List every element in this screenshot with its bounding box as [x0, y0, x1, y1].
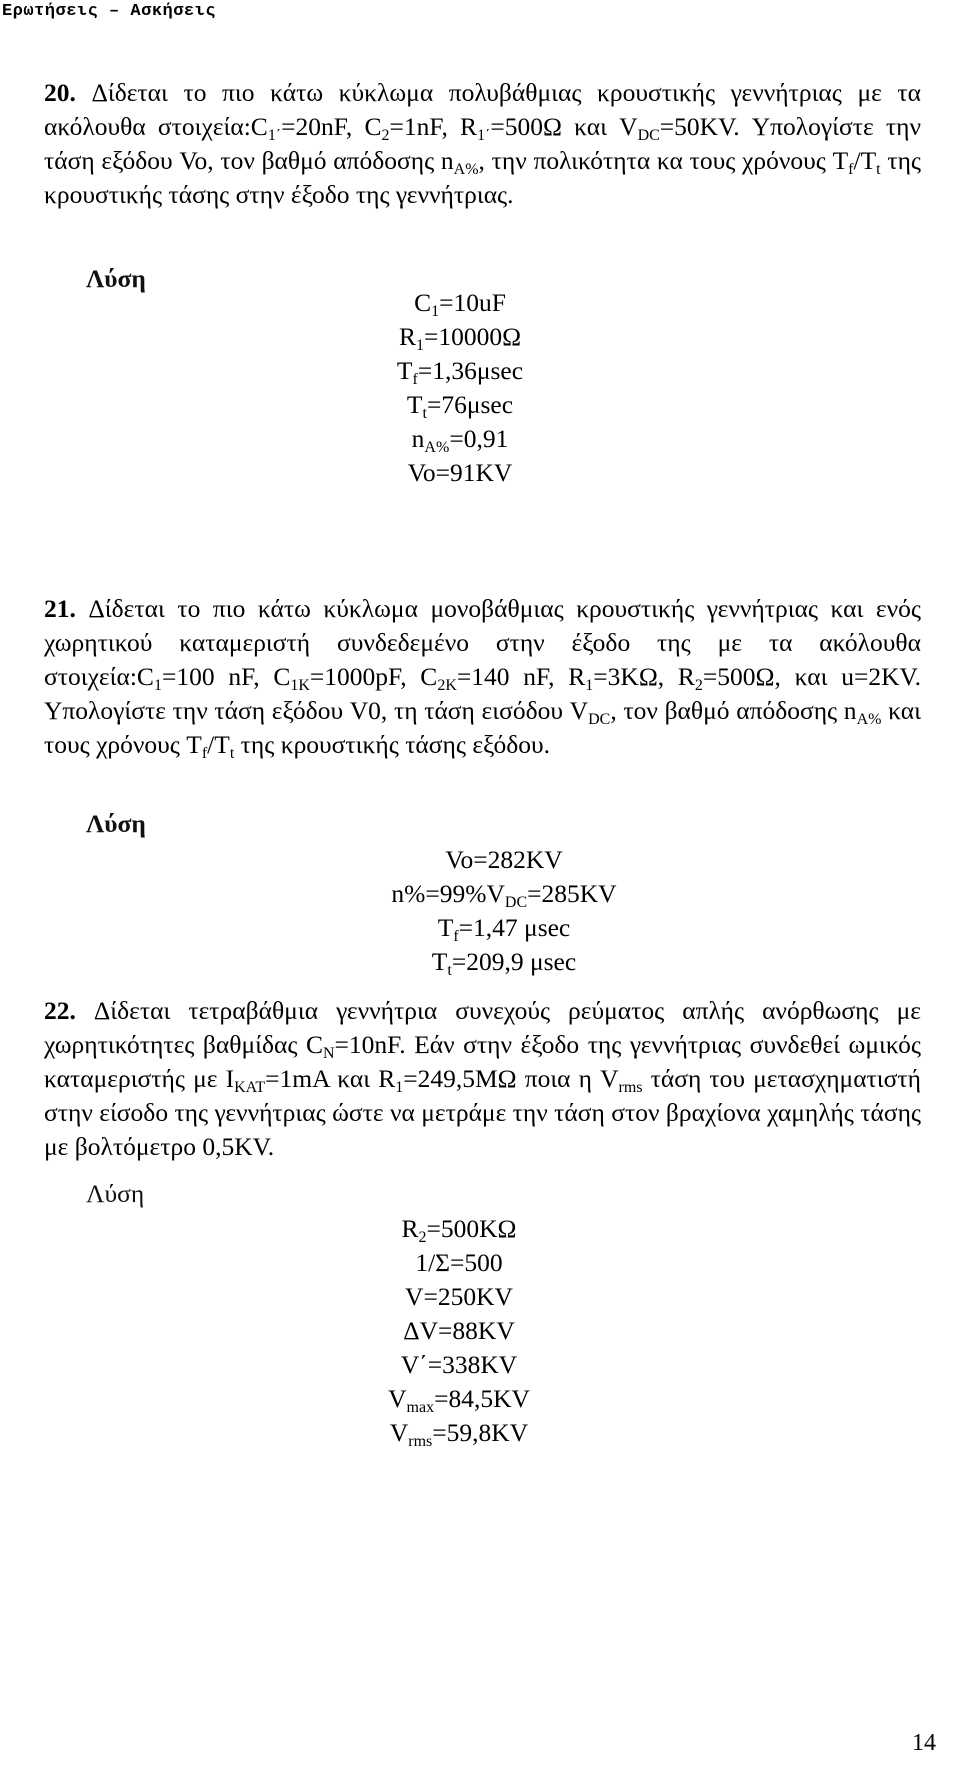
result-line — [356, 911, 652, 945]
subscript: 2K — [437, 677, 457, 694]
result-subscript: f — [412, 371, 418, 388]
subscript: N — [322, 1045, 335, 1062]
result-text: R — [398, 322, 416, 351]
result-line — [376, 1416, 542, 1450]
result-text: 1/Σ=500 — [415, 1248, 503, 1277]
result-line — [380, 320, 540, 354]
result-line — [376, 1382, 542, 1416]
result-line — [376, 1246, 542, 1280]
solution-label-22: Λύση — [86, 1179, 145, 1208]
result-text: Vo=91KV — [407, 458, 513, 487]
result-text: V΄=338KV — [400, 1350, 518, 1379]
problem-text: Δίδεται το πιο κάτω κύκλωμα πολυβάθμιας κρουστικής γεννήτριας με τα ακόλουθα στοιχεία:C — [44, 78, 922, 141]
result-text: Vo=282KV — [445, 845, 563, 874]
result-text: T — [431, 947, 448, 976]
problem-text: =50KV. Υπολογίστε την τάση εξόδου Vo, τον βαθμό απόδοσης n — [44, 112, 922, 175]
result-text: =84,5KV — [434, 1384, 530, 1413]
subscript: rms — [618, 1079, 643, 1096]
problem-text: =20nF, C — [281, 112, 382, 141]
result-line — [356, 945, 652, 979]
result-text: ΔV=88KV — [403, 1316, 515, 1345]
result-text: R — [401, 1214, 419, 1243]
result-subscript: max — [406, 1399, 435, 1416]
problem-text: , την πολικότητα κα τους χρόνους T — [478, 146, 849, 175]
problem-text: /T — [853, 146, 877, 175]
problem-text: =1mA και R — [265, 1064, 396, 1093]
result-text: =10uF — [439, 288, 506, 317]
result-text: =1,47 μsec — [458, 913, 571, 942]
problem-text: της κρουστικής τάσης εξόδου. — [234, 730, 550, 759]
problem-text: /T — [207, 730, 230, 759]
subscript: 1 — [585, 677, 594, 694]
subscript: 2 — [694, 677, 703, 694]
result-text: =500KΩ — [426, 1214, 517, 1243]
subscript: 1΄ — [477, 127, 491, 144]
problem-22 — [44, 994, 921, 1164]
page-header: Ερωτήσεις – Ασκήσεις — [2, 2, 217, 21]
result-line — [380, 388, 540, 422]
problem-text: Δίδεται το πιο κάτω κύκλωμα μονοβάθμιας κρουστικής γεννήτριας και ενός χωρητικού καταμεριστή συνδεδεμένο στην έξοδο της με τα ακόλουθα στοιχεία:C — [44, 594, 922, 691]
result-text: V=250KV — [405, 1282, 513, 1311]
solution-results-20 — [380, 286, 540, 490]
result-subscript: rms — [408, 1433, 433, 1450]
result-text: =1,36μsec — [417, 356, 524, 385]
subscript: f — [201, 745, 208, 762]
subscript: 2 — [381, 127, 390, 144]
subscript: DC — [588, 711, 611, 728]
result-line — [380, 286, 540, 320]
page-number: 14 — [912, 1730, 936, 1756]
result-text: C — [414, 288, 432, 317]
result-line — [376, 1314, 542, 1348]
solution-label-20: Λύση — [86, 264, 146, 293]
result-text: =10000Ω — [423, 322, 522, 351]
problem-text: =500Ω, και u=2KV. Υπολογίστε την τάση εξόδου V0, τη τάση εισόδου V — [44, 662, 922, 725]
problem-text: =3KΩ, R — [593, 662, 695, 691]
problem-text: =500Ω και V — [490, 112, 638, 141]
result-line — [356, 877, 652, 911]
result-text: V — [389, 1418, 409, 1447]
problem-text: =140 nF, R — [456, 662, 586, 691]
problem-text: και τους χρόνους T — [44, 696, 921, 759]
result-subscript: t — [447, 962, 452, 979]
result-text: =59,8KV — [432, 1418, 529, 1447]
problem-text: =1nF, R — [389, 112, 478, 141]
result-line — [380, 354, 540, 388]
subscript: 1 — [395, 1079, 404, 1096]
subscript: DC — [637, 127, 660, 144]
problem-text: =100 nF, C — [161, 662, 291, 691]
result-line — [376, 1212, 542, 1246]
result-line — [376, 1348, 542, 1382]
subscript: t — [876, 161, 881, 178]
solution-results-21 — [356, 843, 652, 979]
problem-20 — [44, 76, 921, 212]
problem-21 — [44, 592, 921, 762]
problem-text: =10nF. Εάν στην έξοδο της γεννήτριας συνδεθεί ωμικός καταμεριστής με I — [44, 1030, 921, 1093]
result-text: T — [437, 913, 454, 942]
subscript: A% — [453, 161, 479, 178]
subscript: KAT — [234, 1079, 266, 1096]
solution-results-22 — [376, 1212, 542, 1450]
result-text: =0,91 — [449, 424, 509, 453]
result-line — [380, 456, 540, 490]
result-text: n%=99%V — [391, 879, 505, 908]
problem-number: 21. — [44, 594, 89, 623]
result-line — [376, 1280, 542, 1314]
result-subscript: 1 — [431, 303, 440, 320]
result-line — [356, 843, 652, 877]
subscript: 1K — [290, 677, 310, 694]
subscript: 1 — [153, 677, 162, 694]
result-text: n — [411, 424, 425, 453]
problem-text: της κρουστικής τάσης στην έξοδο της γεννήτριας. — [44, 146, 922, 209]
result-text: =285KV — [527, 879, 617, 908]
problem-number: 20. — [44, 78, 92, 107]
result-subscript: 1 — [415, 337, 424, 354]
result-subscript: f — [453, 928, 459, 945]
result-text: T — [396, 356, 413, 385]
result-line — [380, 422, 540, 456]
problem-text: τάση του μετασχηματιστή στην είσοδο της γεννήτριας ώστε να μετράμε την τάση στον βραχίονα χαμηλής τάσης με βολτόμετρο 0,5KV. — [44, 1064, 921, 1161]
subscript: A% — [856, 711, 882, 728]
problem-number: 22. — [44, 996, 94, 1025]
result-subscript: DC — [504, 894, 528, 911]
result-subscript: t — [422, 405, 427, 422]
result-subscript: A% — [424, 439, 450, 456]
solution-label-21: Λύση — [86, 809, 146, 838]
subscript: f — [848, 161, 854, 178]
result-text: =76μsec — [426, 390, 514, 419]
problem-text: Δίδεται τετραβάθμια γεννήτρια συνεχούς ρεύματος απλής ανόρθωσης με χωρητικότητες βαθμίδας C — [44, 996, 921, 1059]
subscript: 1΄ — [267, 127, 282, 144]
problem-text: =249,5MΩ ποια η V — [403, 1064, 619, 1093]
result-text: =209,9 μsec — [451, 947, 577, 976]
problem-text: , τον βαθμό απόδοσης n — [610, 696, 857, 725]
result-text: T — [406, 390, 423, 419]
problem-text: =1000pF, C — [309, 662, 438, 691]
result-text: V — [388, 1384, 407, 1413]
result-subscript: 2 — [418, 1229, 427, 1246]
subscript: t — [229, 745, 235, 762]
